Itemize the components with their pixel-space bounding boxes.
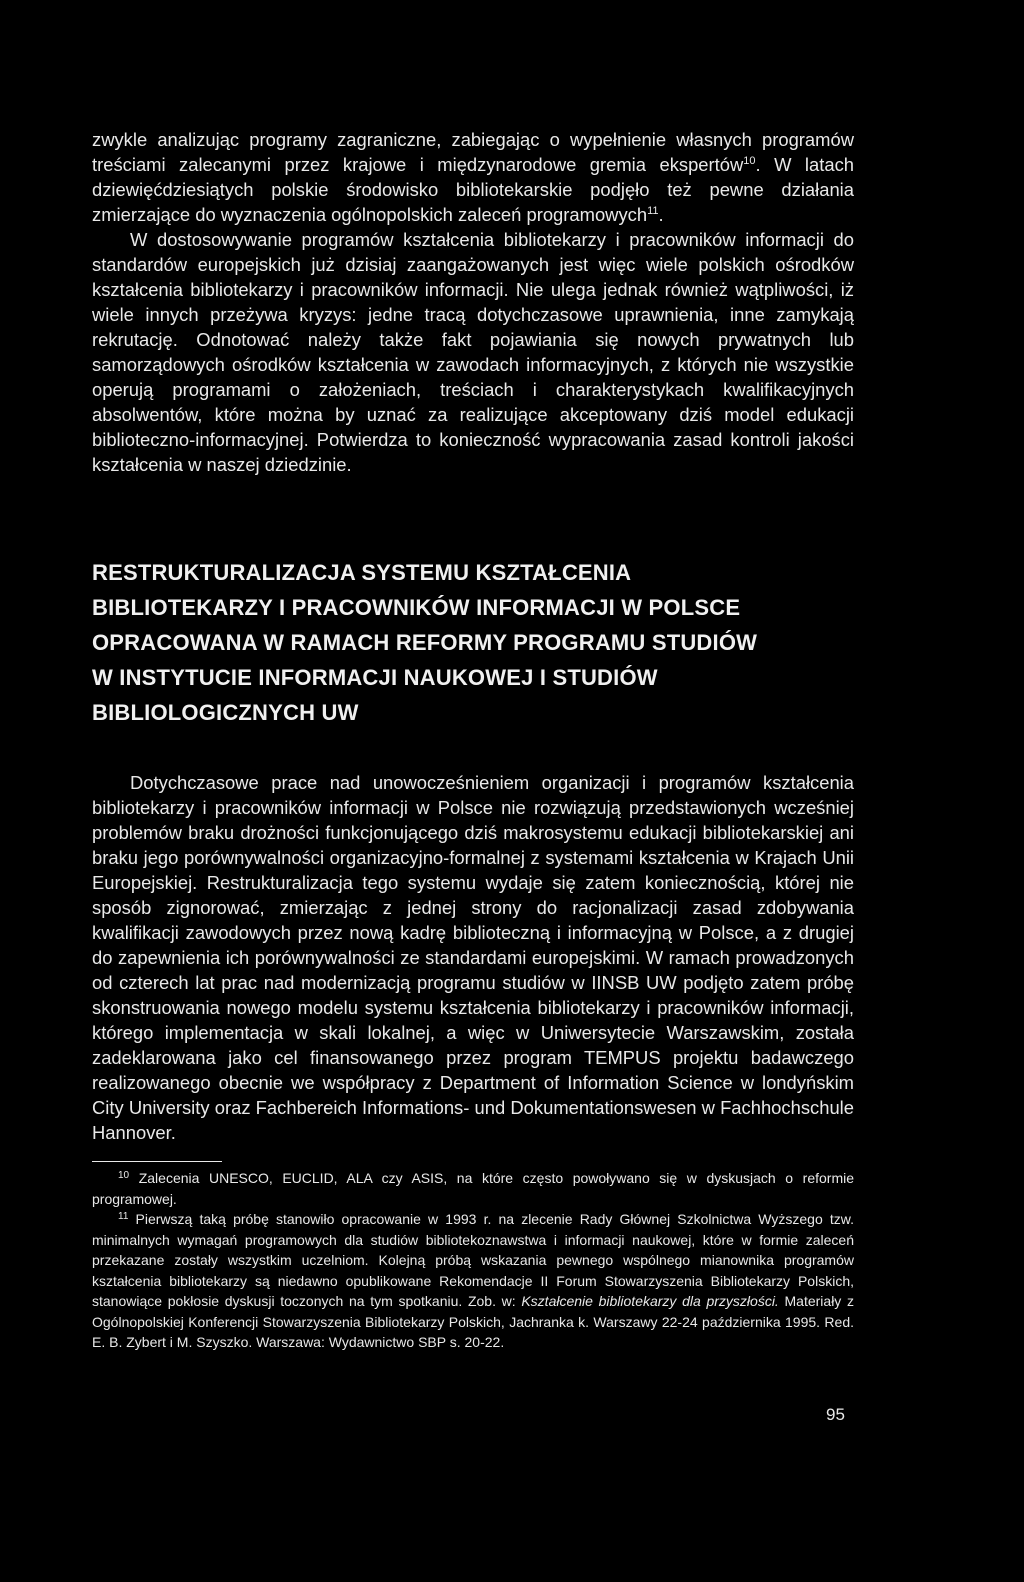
footnote-11-text-a: Pierwszą taką próbę stanowiło opracowanie w 1993 r. na zlecenie Rady Głównej Szkolnictwa Wyższego tzw. minimalnych wymagań programowych dla studiów bibliotekoznawstwa i informacji naukowej, które w formie zaleceń przekazane zostały wszystkim uczelniom. Kolejną próbą wskazania pewnego wspólnego mianownika programów kształcenia bibliotekarzy są niedawno opublikowane Rekomendacje II Forum Stowarzyszenia Bibliotekarzy Polskich, stanowiące pokłosie dyskusji toczonych na tym spotkaniu. Zob. w: bbox=[92, 1211, 855, 1309]
footnote-10 bbox=[92, 1168, 854, 1209]
footnote-separator bbox=[92, 1161, 222, 1162]
heading-line-2: BIBLIOTEKARZY I PRACOWNIKÓW INFORMACJI W POLSCE bbox=[92, 595, 741, 620]
footnote-11-number: 11 bbox=[118, 1211, 129, 1222]
heading-line-3: OPRACOWANA W RAMACH REFORMY PROGRAMU STUDIÓW bbox=[92, 630, 758, 655]
heading-line-4: W INSTYTUCIE INFORMACJI NAUKOWEJ I STUDIÓW bbox=[92, 665, 658, 690]
intro-text-3: . bbox=[658, 204, 664, 225]
heading-line-1: RESTRUKTURALIZACJA SYSTEMU KSZTAŁCENIA bbox=[92, 560, 632, 585]
footnote-11 bbox=[92, 1209, 854, 1353]
footnote-ref-11: 11 bbox=[647, 205, 659, 217]
intro-paragraph bbox=[92, 127, 854, 227]
paragraph-2: W dostosowywanie programów kształcenia bibliotekarzy i pracowników informacji do standardów europejskich już dzisiaj zaangażowanych jest więc wiele polskich ośrodków kształcenia bibliotekarzy i pracowników informacji. Nie ulega jednak również wątpliwości, iż wiele innych przeżywa kryzys: jedne tracą dotychczasowe uprawnienia, inne zamykają rekrutację. Odnotować należy także fakt pojawiania się nowych prywatnych lub samorządowych ośrodków kształcenia w zawodach informacyjnych, z których nie wszystkie operują programami o założeniach, treściach i charakterystykach kwalifikacyjnych absolwentów, które można by uznać za realizujące akceptowany dziś model edukacji biblioteczno-informacyjnej. Potwierdza to konieczność wypracowania zasad kontroli jakości kształcenia w naszej dziedzinie. bbox=[92, 229, 854, 475]
footnote-11-title: Kształcenie bibliotekarzy dla przyszłości. bbox=[521, 1293, 779, 1309]
page-body bbox=[92, 127, 854, 1353]
heading-line-5: BIBLIOLOGICZNYCH UW bbox=[92, 700, 359, 725]
paragraph-3: Dotychczasowe prace nad unowocześnieniem organizacji i programów kształcenia bibliotekarzy i pracowników informacji w Polsce nie rozwiązują przedstawionych wcześniej problemów braku drożności funkcjonującego dziś makrosystemu edukacji bibliotekarskiej ani braku jego porównywalności organizacyjno-formalnej z systemami kształcenia w Krajach Unii Europejskiej. Restrukturalizacja tego systemu wydaje się zatem koniecznością, której nie sposób zignorować, zmierzając z jednej strony do racjonalizacji zasad zdobywania kwalifikacji zawodowych przez nową kadrę biblioteczną i informacyjną w Polsce, a z drugiej do zapewnienia ich porównywalności ze standardami europejskimi. W ramach prowadzonych od czterech lat prac nad modernizacją programu studiów w IINSB UW podjęto zatem próbę skonstruowania nowego modelu systemu kształcenia bibliotekarzy i pracowników informacji, którego implementacja w skali lokalnej, a więc w Uniwersytecie Warszawskim, została zadeklarowana jako cel finansowanego przez program TEMPUS projektu badawczego realizowanego obecnie we współpracy z Department of Information Science w londyńskim City University oraz Fachbereich Informations- und Dokumentationswesen w Fachhochschule Hannover. bbox=[92, 772, 854, 1143]
footnote-10-text: Zalecenia UNESCO, EUCLID, ALA czy ASIS, na które często powoływano się w dyskusjach o reformie programowej. bbox=[92, 1170, 854, 1207]
section-heading bbox=[92, 555, 854, 730]
footnote-11-text-b: Materiały z Ogólnopolskiej Konferencji Stowarzyszenia Bibliotekarzy Polskich, Jachranka k. Warszawy 22-24 października 1995. Red. E. B. Zybert i M. Szyszko. Warszawa: Wydawnictwo SBP s. 20-22. bbox=[92, 1293, 854, 1350]
footnote-10-number: 10 bbox=[118, 1170, 130, 1181]
page-number: 95 bbox=[826, 1405, 845, 1424]
intro-text-2: . W latach dziewięćdziesiątych polskie środowisko bibliotekarskie podjęło też pewne działania zmierzające do wyznaczenia ogólnopolskich zaleceń programowych bbox=[92, 154, 854, 225]
intro-text: zwykle analizując programy zagraniczne, zabiegając o wypełnienie własnych programów treściami zalecanymi przez krajowe i międzynarodowe gremia ekspertów bbox=[92, 129, 854, 175]
footnote-ref-10: 10 bbox=[743, 155, 756, 167]
